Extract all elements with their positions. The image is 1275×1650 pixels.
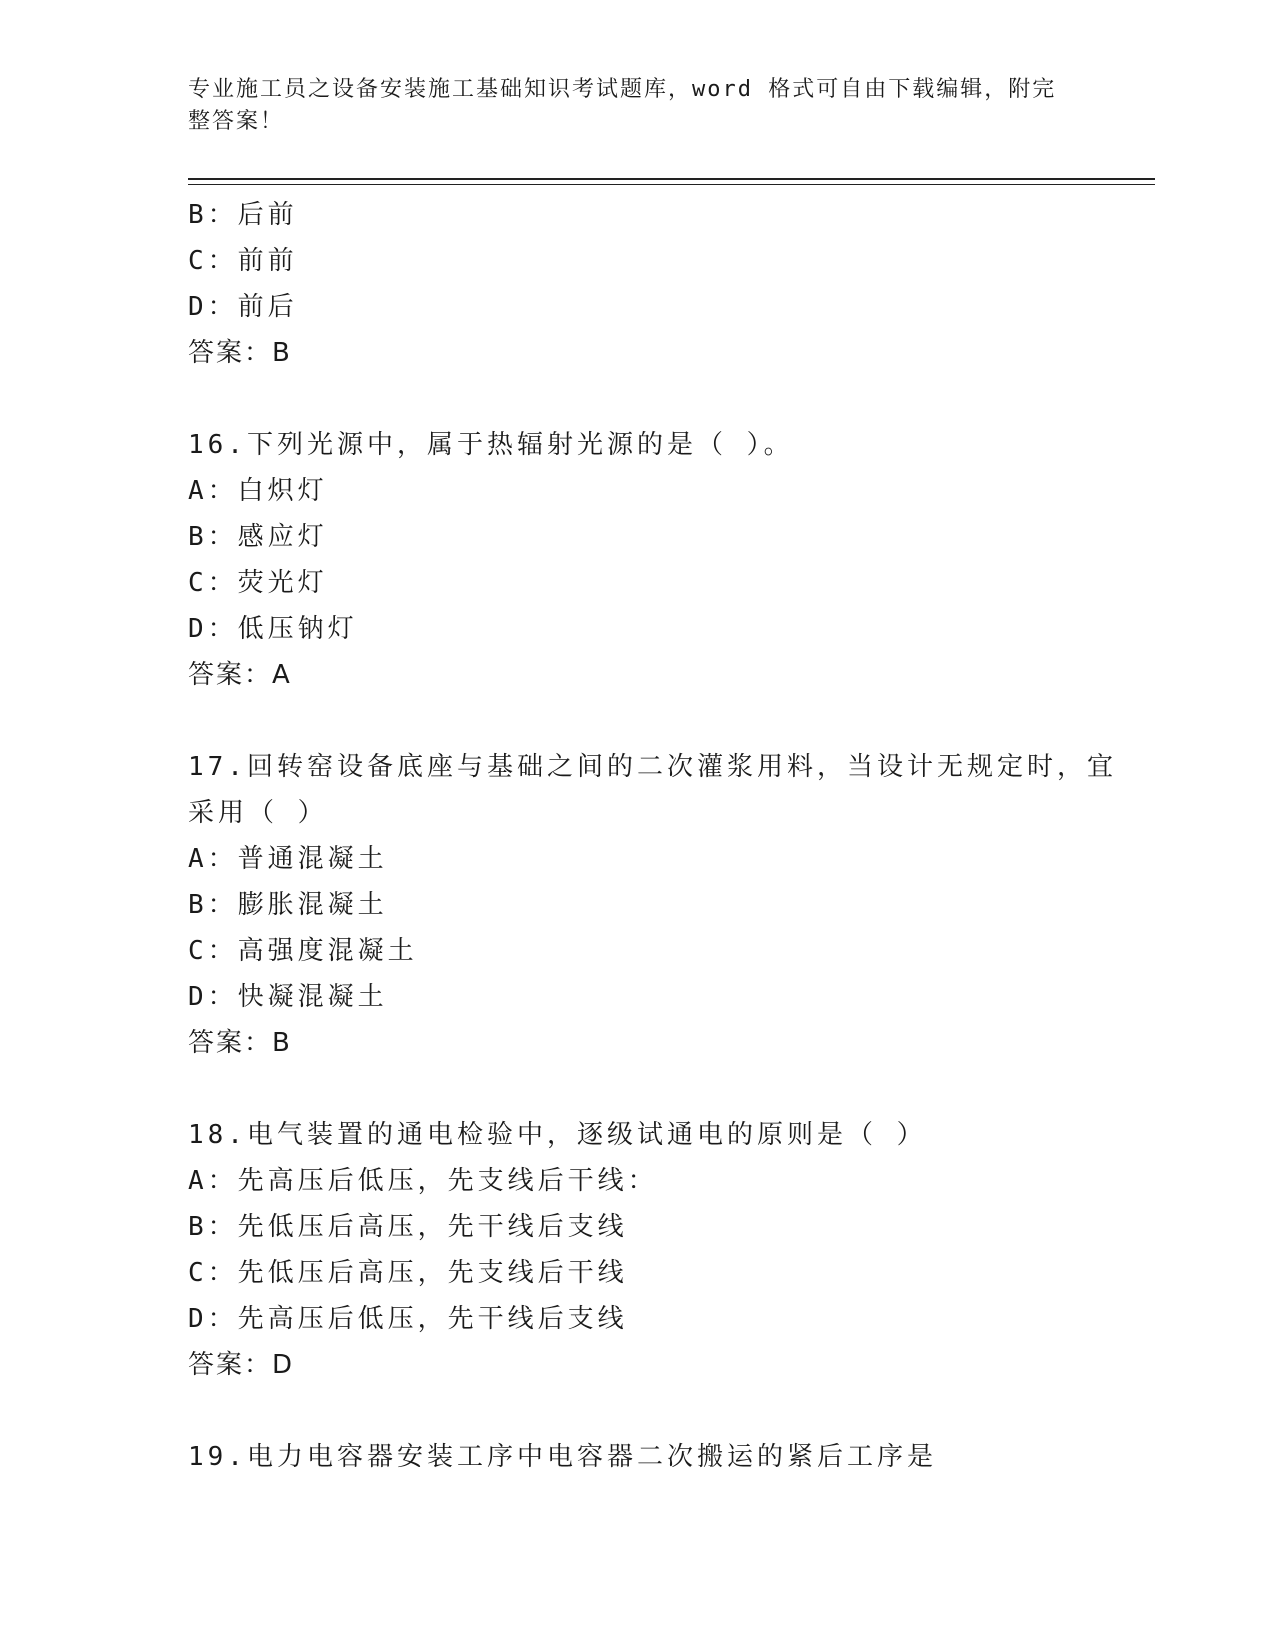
option-b: B：膨胀混凝土 bbox=[188, 890, 388, 920]
question-17 bbox=[188, 744, 1117, 1066]
question-text-continued: 采用（ ） bbox=[188, 798, 328, 828]
answer-line: 答案：A bbox=[188, 660, 292, 690]
option-b: B：先低压后高压，先干线后支线 bbox=[188, 1212, 628, 1242]
option-d: D：先高压后低压，先干线后支线 bbox=[188, 1304, 628, 1334]
question-list bbox=[188, 192, 1117, 1480]
header-line-1: 专业施工员之设备安装施工基础知识考试题库，word 格式可自由下载编辑，附完 bbox=[188, 77, 1057, 102]
header-divider-thin bbox=[188, 184, 1155, 185]
option-a: A：普通混凝土 bbox=[188, 844, 388, 874]
question-text: 18.电气装置的通电检验中，逐级试通电的原则是（ ） bbox=[188, 1120, 927, 1150]
option-c: C：荧光灯 bbox=[188, 568, 328, 598]
header-divider bbox=[188, 178, 1155, 180]
question-text: 17.回转窑设备底座与基础之间的二次灌浆用料，当设计无规定时，宜 bbox=[188, 752, 1117, 782]
option-d: D：前后 bbox=[188, 292, 298, 322]
answer-line: 答案：B bbox=[188, 338, 292, 368]
header-line-2: 整答案！ bbox=[188, 109, 285, 134]
option-c: C：前前 bbox=[188, 246, 298, 276]
option-c: C：先低压后高压，先支线后干线 bbox=[188, 1258, 628, 1288]
document-header bbox=[188, 74, 1088, 138]
option-a: A：先高压后低压，先支线后干线： bbox=[188, 1166, 658, 1196]
question-18 bbox=[188, 1112, 1088, 1388]
option-a: A：白炽灯 bbox=[188, 476, 328, 506]
option-d: D：快凝混凝土 bbox=[188, 982, 388, 1012]
answer-line: 答案：D bbox=[188, 1350, 295, 1380]
question-16 bbox=[188, 422, 1088, 698]
option-c: C：高强度混凝土 bbox=[188, 936, 418, 966]
question-19 bbox=[188, 1434, 1088, 1480]
question-text: 19.电力电容器安装工序中电容器二次搬运的紧后工序是 bbox=[188, 1442, 937, 1472]
option-b: B：后前 bbox=[188, 200, 298, 230]
option-b: B：感应灯 bbox=[188, 522, 328, 552]
option-d: D：低压钠灯 bbox=[188, 614, 358, 644]
answer-line: 答案：B bbox=[188, 1028, 292, 1058]
prev-question-block bbox=[188, 192, 1088, 376]
question-text: 16.下列光源中，属于热辐射光源的是（ ）。 bbox=[188, 430, 794, 460]
